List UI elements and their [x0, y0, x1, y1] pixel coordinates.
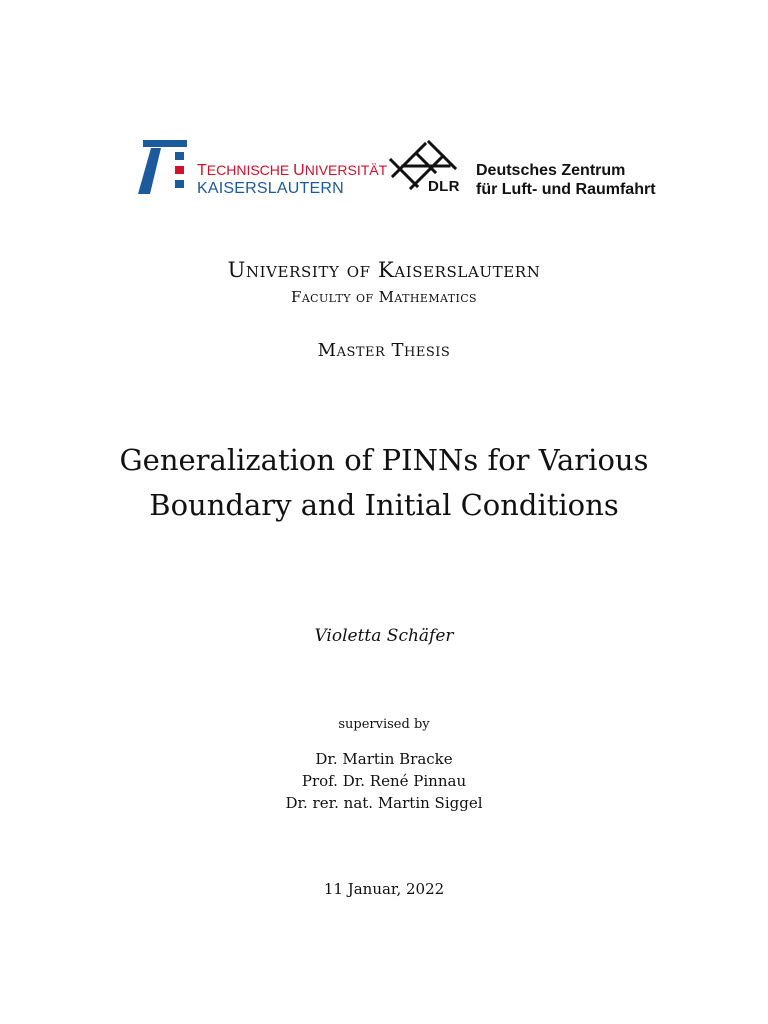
thesis-title-line2: Boundary and Initial Conditions: [149, 488, 619, 522]
tu-wordmark-line1: TECHNISCHE UNIVERSITÄT: [197, 162, 388, 179]
dlr-abbreviation: DLR: [428, 178, 460, 195]
university-name: University of Kaiserslautern: [227, 258, 541, 282]
thesis-title-line1: Generalization of PINNs for Various: [119, 443, 649, 477]
tu-wordmark: [197, 163, 387, 197]
dlr-full-name: [476, 161, 656, 199]
tu-wordmark-line2: KAISERSLAUTERN: [197, 180, 344, 197]
thesis-type: Master Thesis: [317, 340, 451, 361]
author-name: Violetta Schäfer: [314, 626, 454, 646]
tu-kl-logo-icon: [137, 138, 189, 196]
dlr-logo: [389, 138, 679, 198]
supervisor-2: Prof. Dr. René Pinnau: [301, 772, 467, 790]
faculty-name: Faculty of Mathematics: [291, 288, 477, 306]
tu-kaiserslautern-logo: [137, 138, 388, 197]
supervisor-list: [0, 748, 768, 814]
supervisor-1: Dr. Martin Bracke: [315, 750, 453, 768]
supervised-by-label: supervised by: [338, 717, 430, 732]
supervisor-3: Dr. rer. nat. Martin Siggel: [285, 794, 483, 812]
dlr-name-line2: für Luft- und Raumfahrt: [476, 181, 656, 198]
submission-date: 11 Januar, 2022: [323, 880, 445, 898]
thesis-title: [0, 438, 768, 528]
dlr-name-line1: Deutsches Zentrum: [476, 162, 626, 179]
